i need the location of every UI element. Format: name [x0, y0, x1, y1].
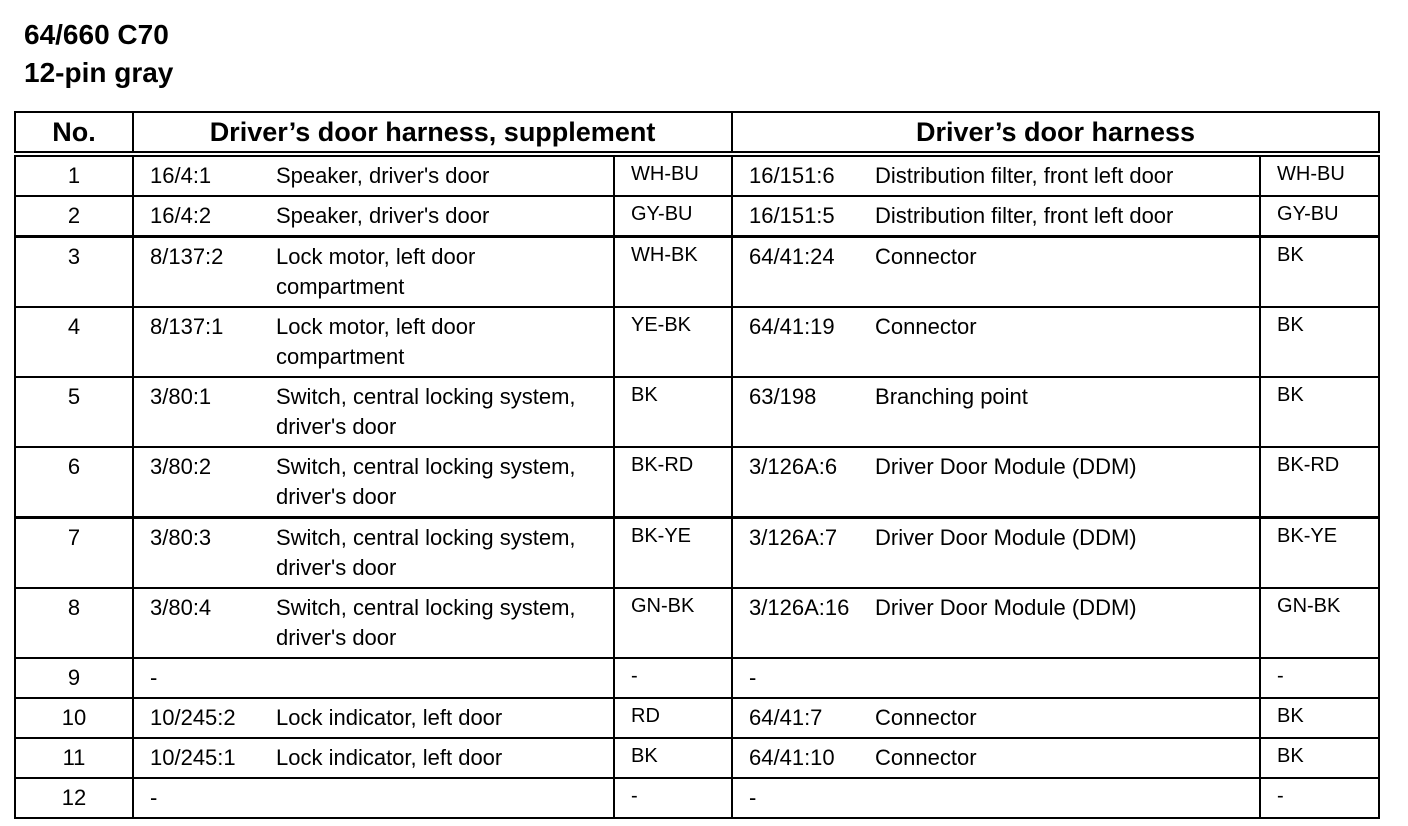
- harness-cell: [732, 698, 1260, 738]
- supplement-cell: [133, 778, 614, 818]
- supplement-description: Switch, central locking system, driver's door: [276, 384, 576, 439]
- header-harness: Driver’s door harness: [732, 112, 1379, 154]
- harness-wire-color: BK-YE: [1260, 518, 1379, 589]
- table-row: [15, 658, 1379, 698]
- harness-description: Distribution filter, front left door: [875, 203, 1174, 228]
- supplement-description: Lock indicator, left door: [276, 705, 503, 730]
- pin-number: 12: [15, 778, 133, 818]
- document-title: [24, 16, 173, 92]
- pin-number: 6: [15, 447, 133, 518]
- harness-wire-color: BK: [1260, 738, 1379, 778]
- supplement-description: Lock indicator, left door: [276, 745, 503, 770]
- harness-cell: [732, 307, 1260, 377]
- supplement-wire-color: GN-BK: [614, 588, 732, 658]
- harness-position: 63/198: [749, 384, 817, 409]
- harness-position: -: [749, 665, 757, 690]
- supplement-cell: [133, 588, 614, 658]
- harness-cell: [732, 588, 1260, 658]
- supplement-wire-color: WH-BU: [614, 154, 732, 196]
- harness-cell: [732, 154, 1260, 196]
- table-row: [15, 778, 1379, 818]
- harness-wire-color: BK-RD: [1260, 447, 1379, 518]
- connector-type: 12-pin gray: [24, 57, 174, 88]
- supplement-position: 3/80:1: [150, 384, 212, 409]
- harness-position: 16/151:6: [749, 163, 835, 188]
- supplement-description: Speaker, driver's door: [276, 203, 490, 228]
- supplement-cell: [133, 518, 614, 589]
- pin-number: 4: [15, 307, 133, 377]
- harness-cell: [732, 196, 1260, 237]
- supplement-description: Switch, central locking system, driver's door: [276, 525, 576, 580]
- harness-wire-color: GY-BU: [1260, 196, 1379, 237]
- supplement-wire-color: BK: [614, 377, 732, 447]
- table-row: [15, 588, 1379, 658]
- pinout-table: [14, 111, 1380, 819]
- supplement-position: -: [150, 785, 158, 810]
- pin-number: 5: [15, 377, 133, 447]
- harness-cell: [732, 447, 1260, 518]
- harness-wire-color: BK: [1260, 307, 1379, 377]
- harness-description: Connector: [875, 705, 977, 730]
- header-no: No.: [15, 112, 133, 154]
- supplement-wire-color: GY-BU: [614, 196, 732, 237]
- supplement-description: Switch, central locking system, driver's door: [276, 454, 576, 509]
- harness-wire-color: BK: [1260, 698, 1379, 738]
- supplement-position: 3/80:3: [150, 525, 212, 550]
- supplement-cell: [133, 154, 614, 196]
- pin-number: 9: [15, 658, 133, 698]
- supplement-position: 8/137:1: [150, 314, 224, 339]
- harness-description: Driver Door Module (DDM): [875, 595, 1137, 620]
- harness-description: Driver Door Module (DDM): [875, 525, 1137, 550]
- harness-position: 3/126A:7: [749, 525, 838, 550]
- harness-cell: [732, 377, 1260, 447]
- supplement-wire-color: BK-YE: [614, 518, 732, 589]
- harness-cell: [732, 237, 1260, 308]
- supplement-position: 16/4:1: [150, 163, 212, 188]
- harness-position: 16/151:5: [749, 203, 835, 228]
- harness-position: 3/126A:16: [749, 595, 850, 620]
- table-row: [15, 698, 1379, 738]
- supplement-cell: [133, 196, 614, 237]
- harness-description: Distribution filter, front left door: [875, 163, 1174, 188]
- pin-number: 8: [15, 588, 133, 658]
- supplement-position: -: [150, 665, 158, 690]
- supplement-position: 3/80:4: [150, 595, 212, 620]
- harness-description: Connector: [875, 745, 977, 770]
- harness-position: 64/41:24: [749, 244, 835, 269]
- pin-number: 2: [15, 196, 133, 237]
- harness-wire-color: -: [1260, 778, 1379, 818]
- supplement-cell: [133, 307, 614, 377]
- table-row: [15, 377, 1379, 447]
- connector-id: 64/660 C70: [24, 19, 169, 50]
- table-row: [15, 237, 1379, 308]
- supplement-wire-color: -: [614, 778, 732, 818]
- supplement-position: 10/245:2: [150, 705, 236, 730]
- harness-cell: [732, 738, 1260, 778]
- harness-cell: [732, 518, 1260, 589]
- supplement-cell: [133, 738, 614, 778]
- supplement-position: 3/80:2: [150, 454, 212, 479]
- supplement-cell: [133, 658, 614, 698]
- supplement-cell: [133, 698, 614, 738]
- harness-description: Connector: [875, 244, 977, 269]
- supplement-position: 8/137:2: [150, 244, 224, 269]
- harness-wire-color: GN-BK: [1260, 588, 1379, 658]
- harness-wire-color: -: [1260, 658, 1379, 698]
- harness-wire-color: WH-BU: [1260, 154, 1379, 196]
- table-row: [15, 196, 1379, 237]
- table-row: [15, 154, 1379, 196]
- supplement-wire-color: BK: [614, 738, 732, 778]
- supplement-description: Lock motor, left door compartment: [276, 244, 476, 299]
- harness-position: 64/41:10: [749, 745, 835, 770]
- harness-description: Driver Door Module (DDM): [875, 454, 1137, 479]
- harness-description: Connector: [875, 314, 977, 339]
- table-row: [15, 518, 1379, 589]
- header-supplement: Driver’s door harness, supplement: [133, 112, 732, 154]
- table-row: [15, 447, 1379, 518]
- supplement-wire-color: RD: [614, 698, 732, 738]
- pin-number: 10: [15, 698, 133, 738]
- harness-position: 64/41:7: [749, 705, 823, 730]
- supplement-wire-color: BK-RD: [614, 447, 732, 518]
- supplement-cell: [133, 447, 614, 518]
- harness-wire-color: BK: [1260, 237, 1379, 308]
- pin-number: 1: [15, 154, 133, 196]
- pin-number: 11: [15, 738, 133, 778]
- supplement-cell: [133, 237, 614, 308]
- supplement-wire-color: -: [614, 658, 732, 698]
- harness-position: 3/126A:6: [749, 454, 838, 479]
- harness-position: 64/41:19: [749, 314, 835, 339]
- supplement-wire-color: YE-BK: [614, 307, 732, 377]
- table-row: [15, 738, 1379, 778]
- supplement-position: 10/245:1: [150, 745, 236, 770]
- harness-description: Branching point: [875, 384, 1028, 409]
- supplement-cell: [133, 377, 614, 447]
- table-header-row: [15, 112, 1379, 154]
- supplement-wire-color: WH-BK: [614, 237, 732, 308]
- supplement-description: Speaker, driver's door: [276, 163, 490, 188]
- table-row: [15, 307, 1379, 377]
- supplement-position: 16/4:2: [150, 203, 212, 228]
- harness-wire-color: BK: [1260, 377, 1379, 447]
- harness-position: -: [749, 785, 757, 810]
- supplement-description: Lock motor, left door compartment: [276, 314, 476, 369]
- pin-number: 7: [15, 518, 133, 589]
- pin-number: 3: [15, 237, 133, 308]
- harness-cell: [732, 778, 1260, 818]
- harness-cell: [732, 658, 1260, 698]
- supplement-description: Switch, central locking system, driver's door: [276, 595, 576, 650]
